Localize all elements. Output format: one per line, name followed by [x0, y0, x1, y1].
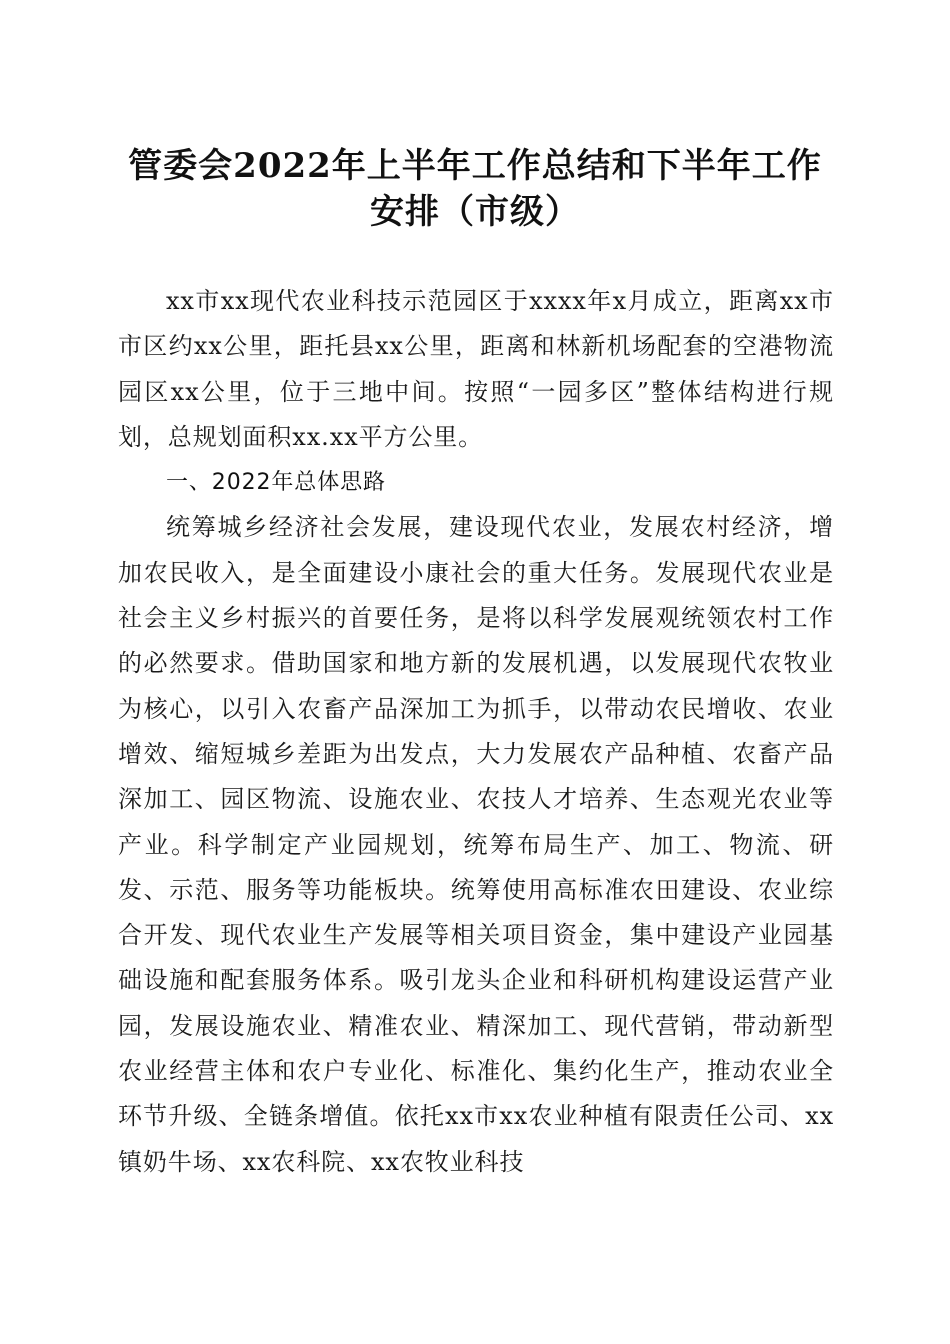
intro-paragraph: xx市xx现代农业科技示范园区于xxxx年x月成立，距离xx市市区约xx公里，距托县xx公里，距离和林新机场配套的空港物流园区xx公里，位于三地中间。按照“一园多区”整体结构进行规划，总规划面积xx.xx平方公里。	[118, 287, 834, 451]
section-1-heading: 一、2022年总体思路	[166, 470, 386, 496]
document-title-line-1: 管委会2022年上半年工作总结和下半年工作	[128, 146, 822, 186]
document-title-line-2: 安排（市级）	[370, 192, 580, 232]
section-1-paragraph: 统筹城乡经济社会发展，建设现代农业，发展农村经济，增加农民收入，是全面建设小康社会的重大任务。发展现代农业是社会主义乡村振兴的首要任务，是将以科学发展观统领农村工作的必然要求。借助国家和地方新的发展机遇，以发展现代农牧业为核心，以引入农畜产品深加工为抓手，以带动农民增收、农业增效、缩短城乡差距为出发点，大力发展农产品种植、农畜产品深加工、园区物流、设施农业、农技人才培养、生态观光农业等产业。科学制定产业园规划，统筹布局生产、加工、物流、研发、示范、服务等功能板块。统筹使用高标准农田建设、农业综合开发、现代农业生产发展等相关项目资金，集中建设产业园基础设施和配套服务体系。吸引龙头企业和科研机构建设运营产业园，发展设施农业、精准农业、精深加工、现代营销，带动新型农业经营主体和农户专业化、标准化、集约化生产，推动农业全环节升级、全链条增值。依托xx市xx农业种植有限责任公司、xx镇奶牛场、xx农科院、xx农牧业科技	[118, 513, 834, 1176]
document-body	[118, 279, 834, 1185]
